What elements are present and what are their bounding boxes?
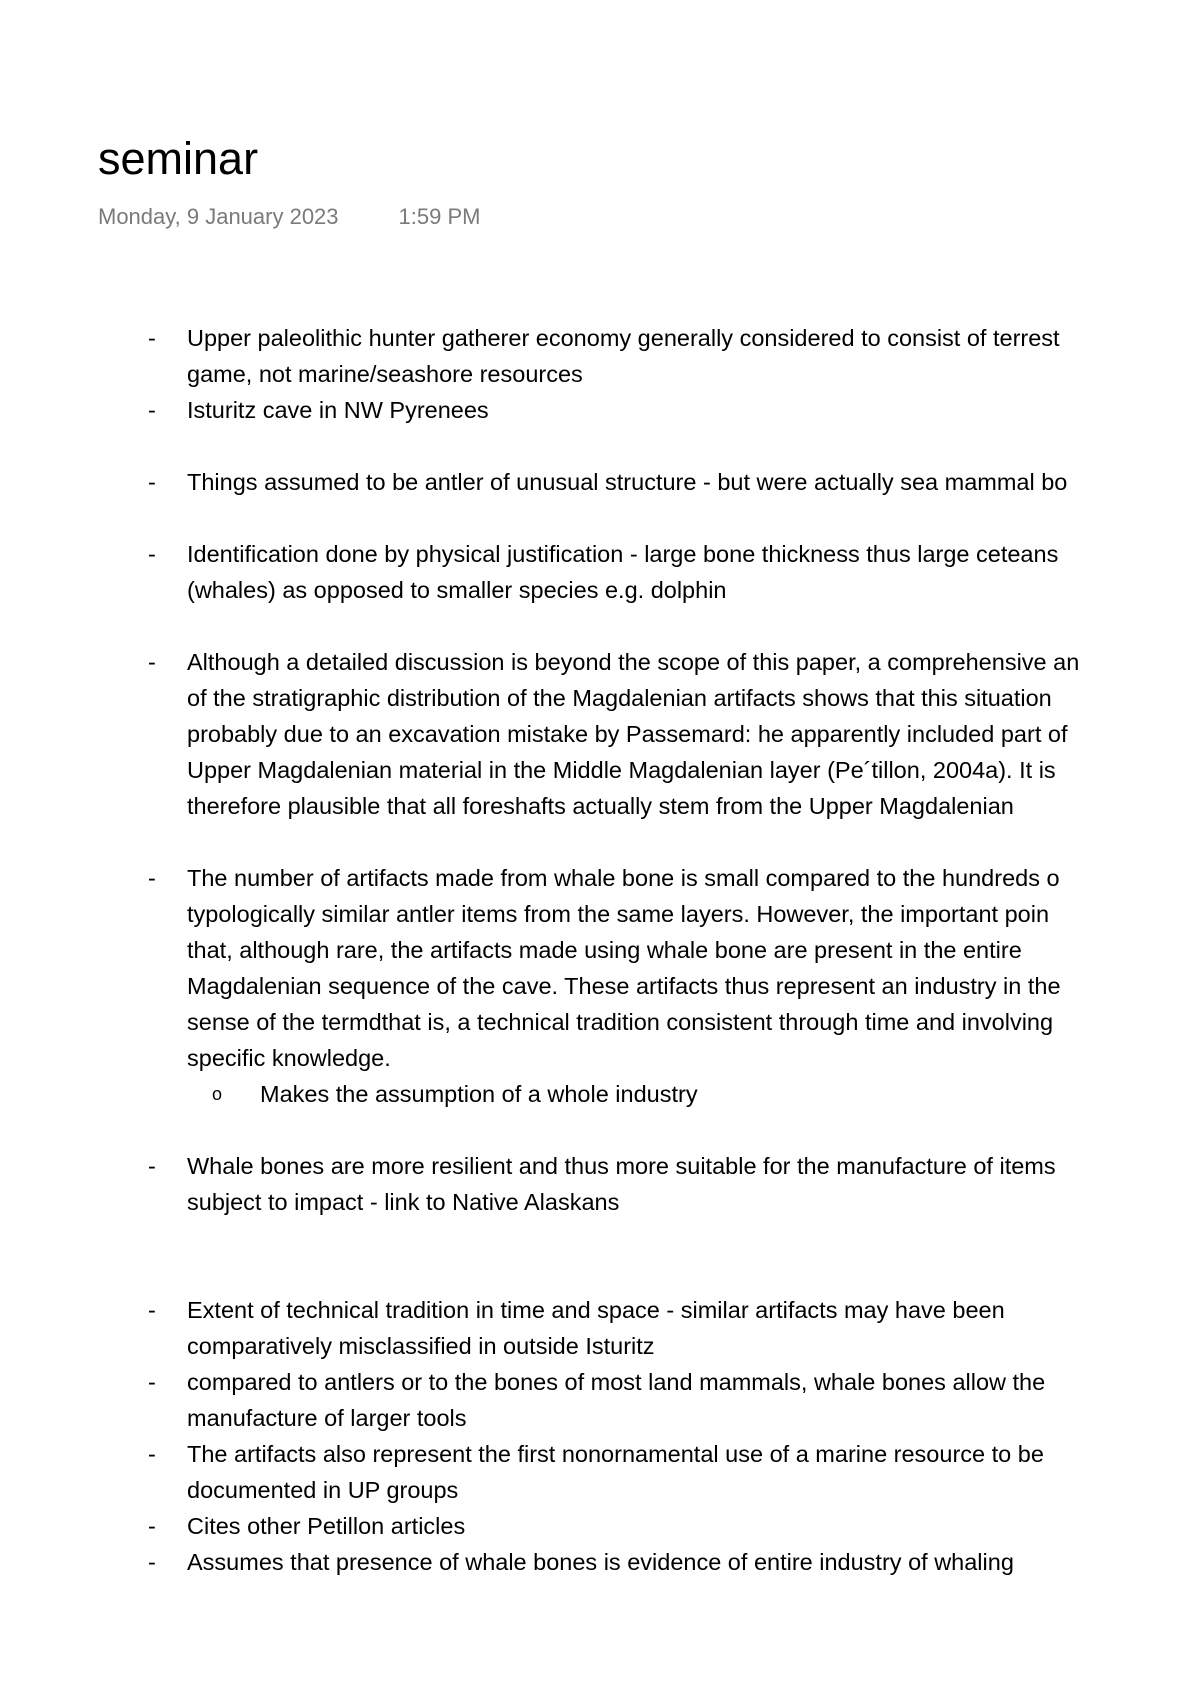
dash-bullet-icon: -	[148, 541, 156, 567]
note-timestamp	[98, 204, 480, 230]
dash-bullet-icon: -	[148, 325, 156, 351]
dash-bullet-icon: -	[148, 1153, 156, 1179]
bullet-line: documented in UP groups	[187, 1477, 459, 1503]
bullet-line: probably due to an excavation mistake by Passemard: he apparently included part of	[187, 721, 1068, 747]
bullet-line: therefore plausible that all foreshafts actually stem from the Upper Magdalenian	[187, 793, 1014, 819]
dash-bullet-icon: -	[148, 397, 156, 423]
bullet-line: typologically similar antler items from the same layers. However, the important poin	[187, 901, 1050, 927]
note-body	[0, 320, 1200, 1580]
dash-bullet-icon: -	[148, 469, 156, 495]
bullet-line: Upper Magdalenian material in the Middle Magdalenian layer (Pe´tillon, 2004a). It is	[187, 757, 1056, 783]
bullet-line: The artifacts also represent the first nonornamental use of a marine resource to be	[187, 1441, 1044, 1467]
bullet-line: Although a detailed discussion is beyond the scope of this paper, a comprehensive an	[187, 649, 1080, 675]
dash-bullet-icon: -	[148, 1441, 156, 1467]
bullet-item	[0, 1436, 1200, 1508]
bullet-line: Identification done by physical justification - large bone thickness thus large ceteans	[187, 541, 1059, 567]
dash-bullet-icon: -	[148, 649, 156, 675]
bullet-item	[0, 1148, 1200, 1220]
bullet-line: manufacture of larger tools	[187, 1405, 467, 1431]
dash-bullet-icon: -	[148, 1513, 156, 1539]
bullet-line: Cites other Petillon articles	[187, 1513, 466, 1539]
dash-bullet-icon: -	[148, 865, 156, 891]
bullet-item	[0, 1544, 1200, 1580]
bullet-line: Magdalenian sequence of the cave. These artifacts thus represent an industry in the	[187, 973, 1061, 999]
sub-bullet-item	[0, 1076, 1200, 1112]
bullet-line: Whale bones are more resilient and thus more suitable for the manufacture of items	[187, 1153, 1056, 1179]
page-title: seminar	[98, 133, 259, 184]
bullet-item	[0, 644, 1200, 824]
bullet-line: (whales) as opposed to smaller species e.g. dolphin	[187, 577, 727, 603]
bullet-item	[0, 860, 1200, 1076]
bullet-line: Assumes that presence of whale bones is evidence of entire industry of whaling	[187, 1549, 1014, 1575]
bullet-line: subject to impact - link to Native Alaskans	[187, 1189, 620, 1215]
bullet-item	[0, 1508, 1200, 1544]
bullet-item	[0, 392, 1200, 428]
bullet-line: comparatively misclassified in outside Isturitz	[187, 1333, 655, 1359]
bullet-item	[0, 320, 1200, 392]
note-date: Monday, 9 January 2023	[98, 204, 339, 229]
circle-bullet-icon: o	[212, 1084, 223, 1104]
dash-bullet-icon: -	[148, 1369, 156, 1395]
bullet-line: The number of artifacts made from whale bone is small compared to the hundreds o	[187, 865, 1060, 891]
dash-bullet-icon: -	[148, 1549, 156, 1575]
bullet-item	[0, 536, 1200, 608]
bullet-line: sense of the termdthat is, a technical tradition consistent through time and involving	[187, 1009, 1054, 1035]
bullet-item	[0, 1292, 1200, 1364]
bullet-item	[0, 464, 1200, 500]
bullet-line: Upper paleolithic hunter gatherer economy generally considered to consist of terrest	[187, 325, 1060, 351]
bullet-line: game, not marine/seashore resources	[187, 361, 583, 387]
bullet-line: specific knowledge.	[187, 1045, 391, 1071]
dash-bullet-icon: -	[148, 1297, 156, 1323]
bullet-line: Things assumed to be antler of unusual structure - but were actually sea mammal bo	[187, 469, 1068, 495]
bullet-line: compared to antlers or to the bones of most land mammals, whale bones allow the	[187, 1369, 1046, 1395]
bullet-line: Isturitz cave in NW Pyrenees	[187, 397, 489, 423]
bullet-line: Extent of technical tradition in time and space - similar artifacts may have been	[187, 1297, 1005, 1323]
bullet-line: of the stratigraphic distribution of the Magdalenian artifacts shows that this situation	[187, 685, 1052, 711]
note-time: 1:59 PM	[398, 204, 481, 229]
bullet-item	[0, 1364, 1200, 1436]
bullet-line: Makes the assumption of a whole industry	[260, 1081, 698, 1107]
bullet-line: that, although rare, the artifacts made using whale bone are present in the entire	[187, 937, 1022, 963]
